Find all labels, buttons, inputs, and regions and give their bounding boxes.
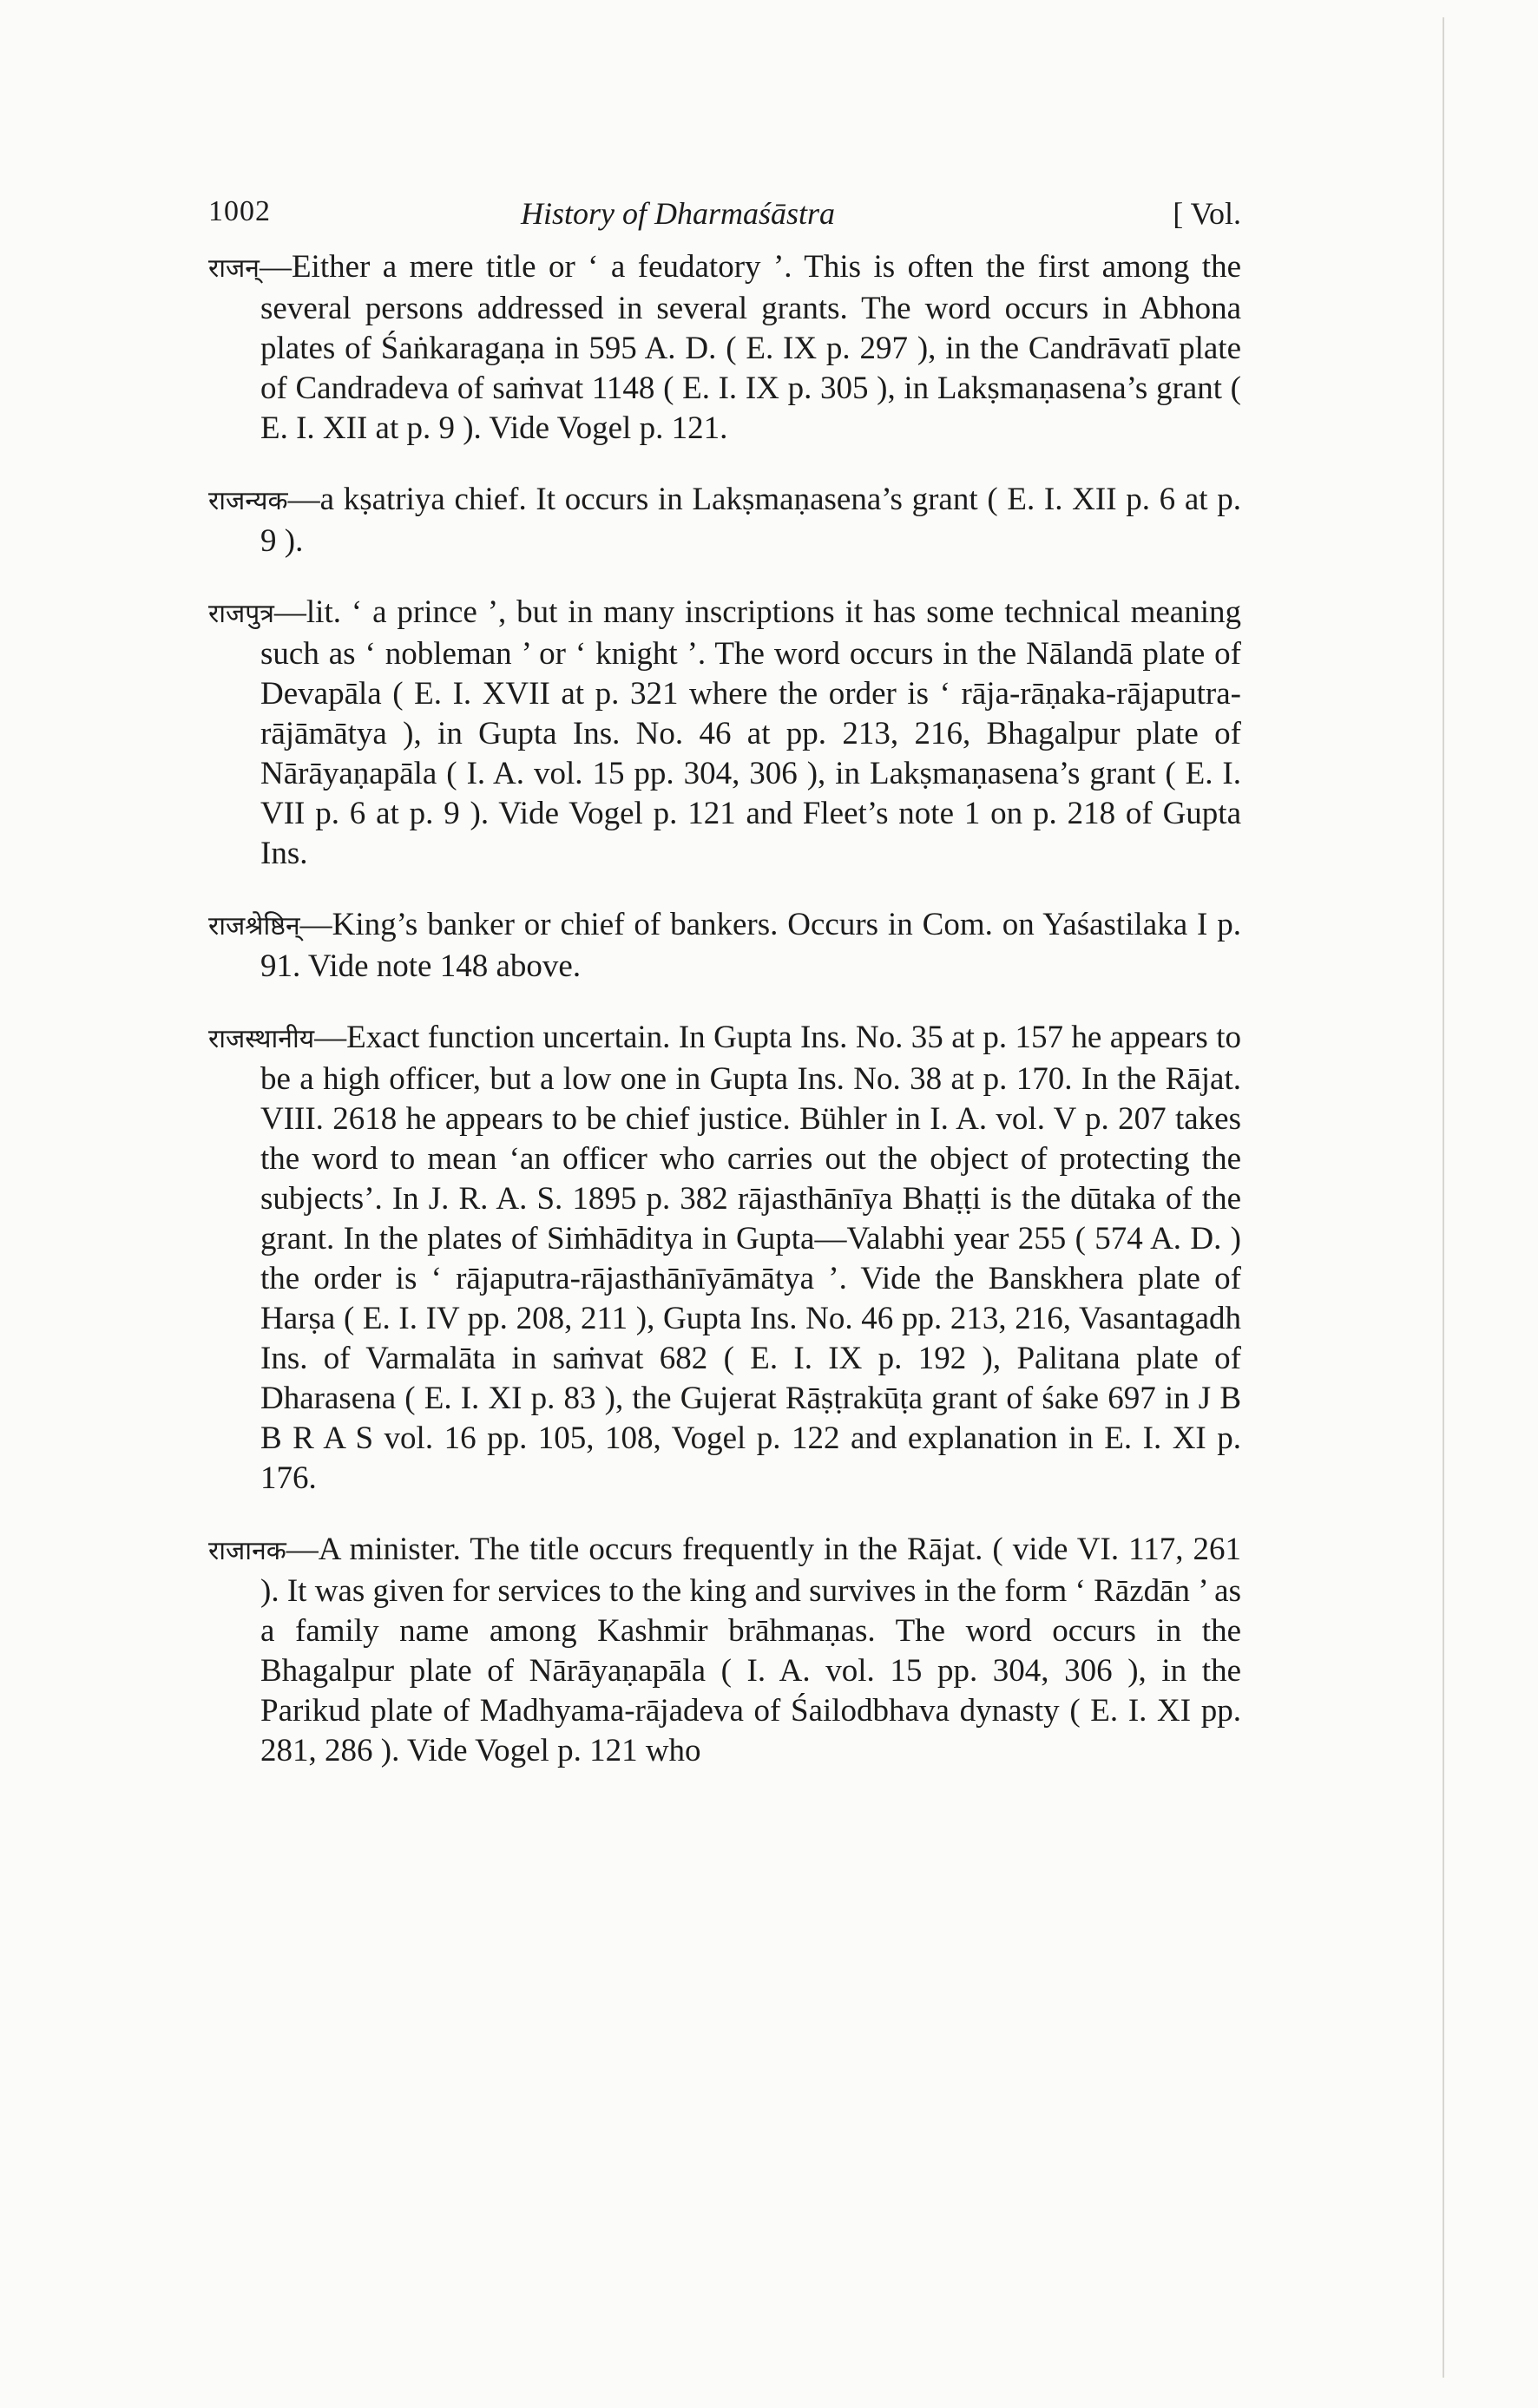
glossary-entry-rajaputra <box>208 593 1241 874</box>
page-header <box>208 195 1241 247</box>
book-page <box>208 195 1241 1802</box>
entry-headword: राजस्थानीय <box>208 1024 315 1054</box>
running-title: History of Dharmaśāstra <box>521 196 836 231</box>
page-number: 1002 <box>208 195 271 227</box>
entry-text: —Exact function uncertain. In Gupta Ins. No. 35 at p. 157 he appears to be a high officer, but a low one in Gupta Ins. No. 38 at p. 170. In the Rājat. VIII. 2618 he appears to be chief justice. Bühler in I. A. vol. V p. 207 takes the word to mean ‘an officer who carries out the object of protecting the subjects’. In J. R. A. S. 1895 p. 382 rājasthānīya Bhaṭṭi is the dūtaka of the grant. In the plates of Siṁhāditya in Gupta—Valabhi year 255 ( 574 A. D. ) the order is ‘ rājaputra-rājasthānīyāmātya ’. Vide the Banskhera plate of Harṣa ( E. I. IV pp. 208, 211 ), Gupta Ins. No. 46 pp. 213, 216, Vasantagadh Ins. of Varmalāta in saṁvat 682 ( E. I. IX p. 192 ), Palitana plate of Dharasena ( E. I. XI p. 83 ), the Gujerat Rāṣṭrakūṭa grant of śake 697 in J B B R A S vol. 16 pp. 105, 108, Vogel p. 122 and explanation in E. I. XI p. 176. <box>260 1020 1241 1496</box>
entry-headword: राजानक <box>208 1536 286 1566</box>
entry-headword: राजन् <box>208 253 260 284</box>
entry-headword: राजन्यक <box>208 486 288 516</box>
page-edge-line <box>1443 17 1444 2378</box>
glossary-entry-rajanyaka <box>208 480 1241 561</box>
entry-text: —lit. ‘ a prince ’, but in many inscriptions it has some technical meaning such as ‘ nobleman ’ or ‘ knight ’. The word occurs in the Nālandā plate of Devapāla ( E. I. XVII at p. 321 where the order is ‘ rāja-rāṇaka-rājaputra-rājāmātya ), in Gupta Ins. No. 46 at pp. 213, 216, Bhagalpur plate of Nārāyaṇapāla ( I. A. vol. 15 pp. 304, 306 ), in Lakṣmaṇasena’s grant ( E. I. VII p. 6 at p. 9 ). Vide Vogel p. 121 and Fleet’s note 1 on p. 218 of Gupta Ins. <box>260 594 1241 871</box>
glossary-entry-rajasthaniya <box>208 1018 1241 1499</box>
volume-mark: [ Vol. <box>1173 196 1241 231</box>
entry-headword: राजश्रेष्ठिन् <box>208 911 300 942</box>
entry-headword: राजपुत्र <box>208 599 274 629</box>
glossary-entry-rajasreshthin <box>208 905 1241 987</box>
glossary-entry-rajan <box>208 247 1241 449</box>
glossary-entry-rajanaka <box>208 1530 1241 1771</box>
entry-text: —Either a mere title or ‘ a feudatory ’. This is often the first among the several persons addressed in several grants. The word occurs in Abhona plates of Śaṅkaragaṇa in 595 A. D. ( E. IX p. 297 ), in the Candrāvatī plate of Candradeva of saṁvat 1148 ( E. I. IX p. 305 ), in Lakṣmaṇasena’s grant ( E. I. XII at p. 9 ). Vide Vogel p. 121. <box>259 249 1241 446</box>
entry-text: —A minister. The title occurs frequently in the Rājat. ( vide VI. 117, 261 ). It was given for services to the king and survives in the form ‘ Rāzdān ’ as a family name among Kashmir brāhmaṇas. The word occurs in the Bhagalpur plate of Nārāyaṇapāla ( I. A. vol. 15 pp. 304, 306 ), in the Parikud plate of Madhyama-rājadeva of Śailodbhava dynasty ( E. I. XI pp. 281, 286 ). Vide Vogel p. 121 who <box>260 1532 1241 1768</box>
entry-text: —a kṣatriya chief. It occurs in Lakṣmaṇasena’s grant ( E. I. XII p. 6 at p. 9 ). <box>260 482 1241 559</box>
entry-text: —King’s banker or chief of bankers. Occurs in Com. on Yaśastilaka I p. 91. Vide note 148 above. <box>260 907 1241 984</box>
